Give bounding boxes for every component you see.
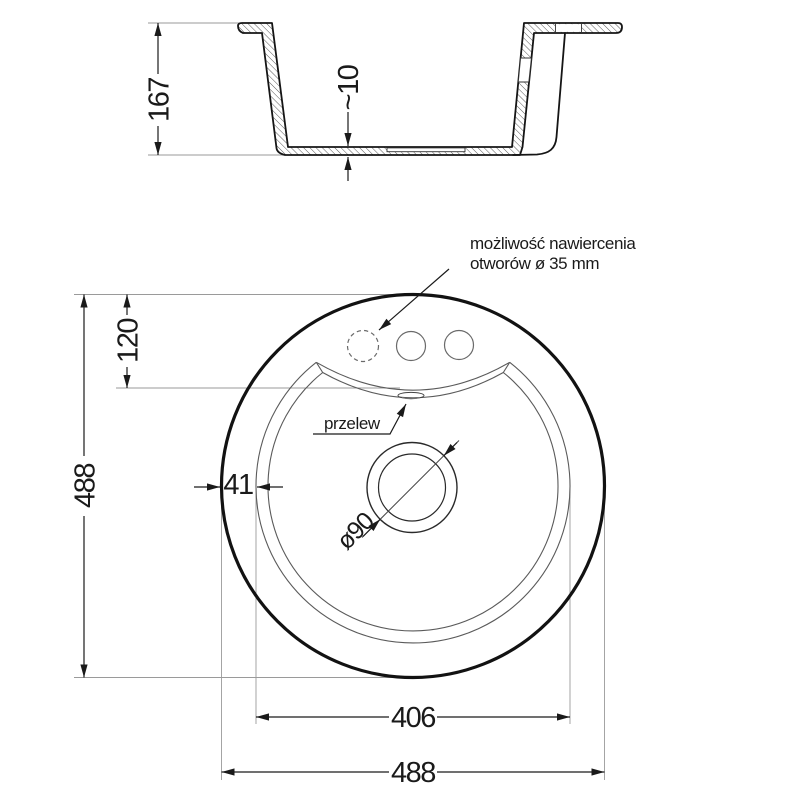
optional-drill-hole bbox=[348, 331, 379, 362]
overflow-gap-section bbox=[518, 58, 531, 82]
dim-overall-height-value: 488 bbox=[69, 464, 102, 508]
dim-overall-height bbox=[70, 295, 102, 678]
drain-recess bbox=[387, 148, 465, 152]
overflow-label: przelew bbox=[324, 414, 380, 433]
dim-floor-thickness bbox=[333, 65, 365, 181]
dim-bowl-width-value: 406 bbox=[391, 702, 435, 734]
dim-rim-width-value: 41 bbox=[223, 469, 253, 501]
bowl-rim-inner bbox=[268, 373, 558, 631]
dim-rim-width bbox=[194, 469, 283, 501]
dim-overall-width-value: 488 bbox=[391, 757, 435, 789]
plan-view bbox=[70, 234, 637, 789]
drill-note-line2: otworów ø 35 mm bbox=[470, 254, 600, 273]
dim-deck-offset bbox=[113, 295, 145, 389]
bowl-rim-outer bbox=[256, 362, 570, 643]
dim-total-depth bbox=[144, 23, 176, 155]
overflow-callout bbox=[313, 404, 406, 434]
section-view bbox=[144, 23, 623, 181]
drill-note-leader bbox=[379, 269, 449, 330]
dim-drain-diameter-value: ø90 bbox=[331, 507, 380, 556]
dim-bowl-width bbox=[256, 702, 570, 734]
drill-note-line1: możliwość nawiercenia bbox=[470, 234, 636, 253]
faucet-hole-2 bbox=[445, 331, 474, 360]
dim-floor-thickness-value: ~10 bbox=[333, 65, 365, 111]
dim-overall-width bbox=[222, 757, 605, 789]
dim-deck-offset-value: 120 bbox=[112, 319, 145, 363]
faucet-hole-1 bbox=[397, 332, 426, 361]
drill-note-callout bbox=[379, 234, 636, 330]
dim-drain-diameter bbox=[331, 441, 459, 556]
tap-hole-gap bbox=[556, 24, 582, 32]
dim-total-depth-value: 167 bbox=[143, 78, 176, 122]
